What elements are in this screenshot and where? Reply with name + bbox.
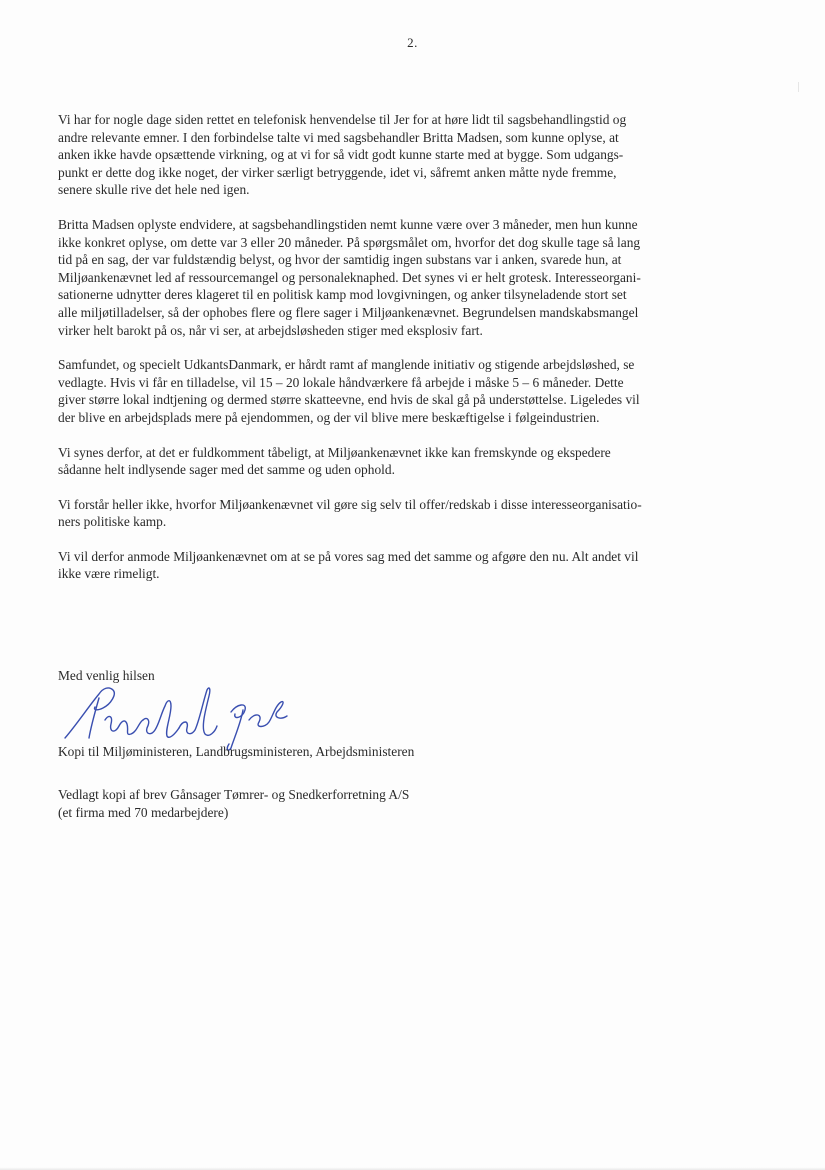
closing-salutation: Med venlig hilsen	[58, 668, 155, 683]
paragraph-line: sådanne helt indlysende sager med det samme og uden ophold.	[58, 462, 395, 478]
attachment-line: (et firma med 70 medarbejdere)	[58, 804, 229, 820]
paragraph-line: Vi har for nogle dage siden rettet en telefonisk henvendelse til Jer for at høre lidt til sagsbehandlingstid og	[58, 112, 627, 127]
paragraph-line: virker helt barokt på os, når vi ser, at arbejdsløsheden stiger med eksplosiv fart.	[58, 322, 483, 338]
paragraph-line: ikke være rimeligt.	[58, 566, 160, 582]
copy-recipients: Kopi til Miljøministeren, Landbrugsministeren, Arbejdsministeren	[58, 744, 415, 759]
paragraph-line: ikke konkret oplyse, om dette var 3 eller 20 måneder. På spørgsmålet om, hvorfor det dog skulle tage så lang	[58, 234, 641, 250]
paragraph-line: Britta Madsen oplyste endvidere, at sagsbehandlingstiden nemt kunne være over 3 måneder, men hun kunne	[58, 216, 638, 232]
scan-artifact	[798, 82, 807, 92]
paragraph-5	[58, 496, 773, 531]
paragraph-line: giver større lokal indtjening og dermed større skatteevne, end hvis de skal gå på understøttelse. Ligeledes vil	[58, 392, 640, 408]
paragraph-1	[58, 111, 773, 199]
attachment-note	[58, 786, 409, 821]
paragraph-line: ners politiske kamp.	[58, 514, 167, 530]
attachment-line: Vedlagt kopi af brev Gånsager Tømrer- og Snedkerforretning A/S	[58, 787, 410, 802]
paragraph-line: punkt er dette dog ikke noget, der virker særligt betryggende, idet vi, såfremt anken måtte nyde fremme,	[58, 164, 617, 180]
paragraph-line: anken ikke havde opsættende virkning, og at vi for så vidt godt kunne starte med at bygge. Som udgangs-	[58, 147, 624, 163]
paragraph-line: Miljøankenævnet led af ressourcemangel og personaleknaphed. Det synes vi er helt grotesk. Interesseorgani-	[58, 269, 641, 285]
paragraph-line: Samfundet, og specielt UdkantsDanmark, er hårdt ramt af manglende initiativ og stigende arbejdsløshed, se	[58, 357, 635, 373]
page-number: 2.	[407, 35, 418, 50]
paragraph-6	[58, 548, 773, 583]
paragraph-line: Vi vil derfor anmode Miljøankenævnet om at se på vores sag med det samme og afgøre den nu. Alt andet vil	[58, 548, 639, 564]
paragraph-2	[58, 216, 773, 339]
paragraph-line: andre relevante emner. I den forbindelse talte vi med sagsbehandler Britta Madsen, som kunne oplyse, at	[58, 129, 619, 145]
paragraph-line: der blive en arbejdsplads mere på ejendommen, og der vil blive mere beskæftigelse i følgeindustrien.	[58, 409, 600, 425]
paragraph-line: Vi synes derfor, at det er fuldkomment tåbeligt, at Miljøankenævnet ikke kan fremskynde og ekspedere	[58, 444, 611, 460]
paragraph-line: senere skulle rive det hele ned igen.	[58, 182, 250, 198]
letter-body	[58, 111, 773, 600]
paragraph-line: tid på en sag, der var fuldstændig belyst, og hvor der samtidig ingen substans var i anken, svarede hun, at	[58, 252, 622, 268]
paragraph-line: sationerne udnytter deres klageret til en politisk kamp mod lovgivningen, og anker tilsyneladende stort set	[58, 287, 627, 303]
paragraph-4	[58, 444, 773, 479]
paragraph-3	[58, 356, 773, 426]
paragraph-line: vedlagte. Hvis vi får en tilladelse, vil 15 – 20 lokale håndværkere få arbejde i måske 5 – 6 måneder. Dette	[58, 374, 624, 390]
paragraph-line: alle miljøtilladelser, så der ophobes flere og flere sager i Miljøankenævnet. Begrundelsen mandskabsmangel	[58, 304, 639, 320]
paragraph-line: Vi forstår heller ikke, hvorfor Miljøankenævnet vil gøre sig selv til offer/redskab i disse interesseorganisatio-	[58, 496, 642, 512]
